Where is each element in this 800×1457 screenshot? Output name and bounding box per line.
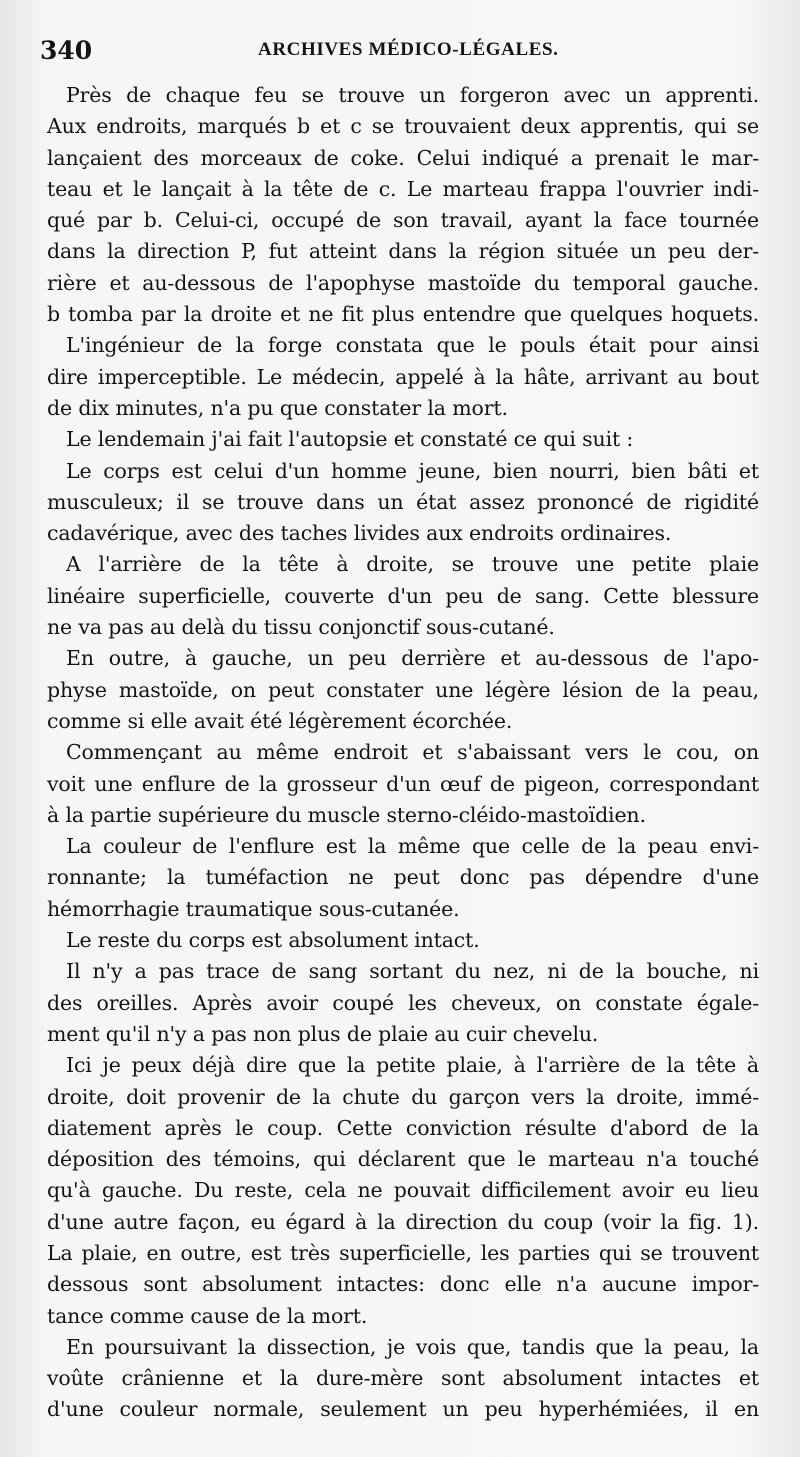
text-line: cadavérique, avec des taches livides aux endroits ordinaires. [47, 521, 672, 546]
journal-title: ARCHIVES MÉDICO-LÉGALES. [258, 39, 559, 60]
text-line: comme si elle avait été légèrement écorchée. [47, 708, 513, 733]
text-line: tance comme cause de la mort. [47, 1303, 368, 1328]
text-line: ment qu'il n'y a pas non plus de plaie au cuir chevelu. [47, 1021, 599, 1046]
text-line: Aux endroits, marqués b et c se trouvaient deux apprentis, qui se [47, 114, 759, 139]
text-line: b tomba par la droite et ne fit plus entendre que quelques hoquets. [47, 302, 759, 327]
text-line: ronnante; la tuméfaction ne peut donc pas dépendre d'une [47, 865, 759, 890]
text-line: linéaire superficielle, couverte d'un peu de sang. Cette blessure [47, 583, 759, 608]
text-line: Il n'y a pas trace de sang sortant du nez, ni de la bouche, ni [66, 959, 759, 984]
text-line: En poursuivant la dissection, je vois que, tandis que la peau, la [66, 1334, 759, 1359]
text-line: Le reste du corps est absolument intact. [66, 928, 480, 953]
text-line: d'une couleur normale, seulement un peu hyperhémiées, il en [47, 1397, 759, 1422]
text-line: musculeux; il se trouve dans un état assez prononcé de rigidité [47, 489, 759, 514]
page-number: 340 [40, 36, 93, 65]
text-line: diatement après le coup. Cette conviction résulte d'abord de la [47, 1115, 759, 1140]
text-line: déposition des témoins, qui déclarent que le marteau n'a touché [47, 1147, 759, 1172]
text-line: En outre, à gauche, un peu derrière et au-dessous de l'apo- [66, 646, 759, 671]
text-line: d'une autre façon, eu égard à la direction du coup (voir la fig. 1). [47, 1209, 759, 1234]
text-line: rière et au-dessous de l'apophyse mastoïde du temporal gauche. [47, 270, 759, 295]
text-line: teau et le lançait à la tête de c. Le marteau frappa l'ouvrier indi- [47, 176, 759, 201]
text-line: Le lendemain j'ai fait l'autopsie et constaté ce qui suit : [66, 427, 634, 452]
text-line: qu'à gauche. Du reste, cela ne pouvait difficilement avoir eu lieu [47, 1178, 759, 1203]
text-line: dessous sont absolument intactes: donc elle n'a aucune impor- [47, 1272, 759, 1297]
text-line: à la partie supérieure du muscle sterno-cléido-mastoïdien. [47, 802, 646, 827]
text-line: Près de chaque feu se trouve un forgeron avec un apprenti. [66, 83, 759, 107]
text-line: hémorrhagie traumatique sous-cutanée. [47, 896, 460, 921]
text-line: La plaie, en outre, est très superficielle, les parties qui se trouvent [47, 1240, 759, 1265]
text-line: voit une enflure de la grosseur d'un œuf de pigeon, correspondant [47, 771, 759, 796]
text-line: Le corps est celui d'un homme jeune, bien nourri, bien bâti et [66, 458, 759, 483]
running-head [40, 36, 760, 70]
text-line: lançaient des morceaux de coke. Celui indiqué a prenait le mar- [47, 145, 759, 170]
text-line: dans la direction P, fut atteint dans la région située un peu der- [47, 239, 759, 264]
text-line: Ici je peux déjà dire que la petite plaie, à l'arrière de la tête à [66, 1053, 759, 1078]
text-line: qué par b. Celui-ci, occupé de son travail, ayant la face tournée [47, 208, 759, 233]
text-line: A l'arrière de la tête à droite, se trouve une petite plaie [66, 552, 759, 577]
text-line: de dix minutes, n'a pu que constater la mort. [47, 395, 508, 420]
text-line: Commençant au même endroit et s'abaissant vers le cou, on [66, 740, 759, 765]
text-line: droite, doit provenir de la chute du garçon vers la droite, immé- [47, 1084, 759, 1109]
text-line: physe mastoïde, on peut constater une légère lésion de la peau, [47, 677, 759, 702]
text-line: des oreilles. Après avoir coupé les cheveux, on constate égale- [47, 990, 759, 1015]
text-line: L'ingénieur de la forge constata que le pouls était pour ainsi [66, 333, 759, 358]
text-line: ne va pas au delà du tissu conjonctif sous-cutané. [47, 615, 555, 640]
text-line: voûte crânienne et la dure-mère sont absolument intactes et [47, 1366, 759, 1391]
text-line: La couleur de l'enflure est la même que celle de la peau envi- [66, 834, 759, 859]
text-line: dire imperceptible. Le médecin, appelé à la hâte, arrivant au bout [47, 364, 759, 389]
body-text [47, 80, 759, 1426]
